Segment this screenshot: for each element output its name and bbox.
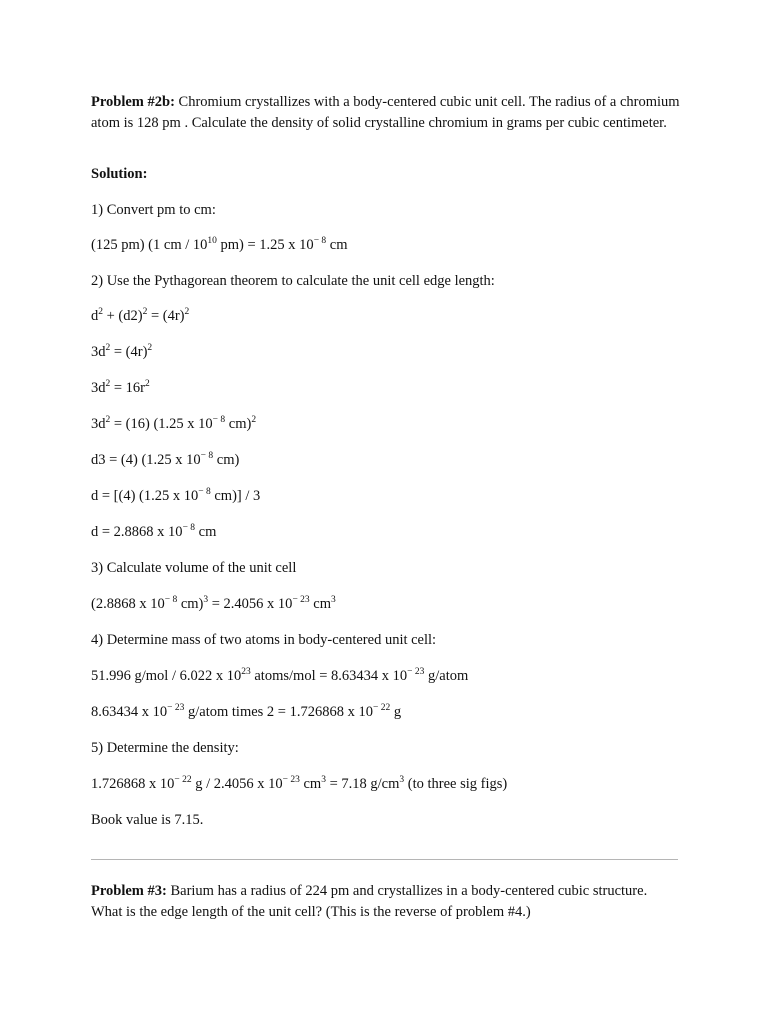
problem-3-label: Problem #3: — [91, 883, 167, 899]
conversion-equation: (125 pm) (1 cm / $10^{10}$ pm) = 1.25 x $10^{- 8}$ cm — [91, 236, 348, 253]
step-1-heading: 1) Convert pm to cm: — [91, 202, 216, 218]
problem-3-paragraph — [91, 881, 681, 923]
section-divider — [91, 859, 678, 860]
problem-2b-label: Problem #2b: — [91, 94, 175, 110]
book-value: Book value is 7.15. — [91, 812, 204, 828]
mass-per-atom-equation: 51.996 g/mol / 6.022 x $10^{23}$ atoms/mol = 8.63434 x $10^{- 23}$ g/atom — [91, 667, 469, 684]
solution-heading: Solution: — [91, 166, 148, 182]
density-equation: 1.726868 x $10^{- 22}$ g / 2.4056 x $10^{- 23}$ $cm^3 = 7.18$ $g/cm^3$ (to three sig figs) — [91, 775, 508, 792]
problem-3-text: Barium has a radius of 224 pm and crystallizes in a body-centered cubic structure. What is the edge length of the unit cell? (This is the reverse of problem #4.) — [91, 883, 648, 920]
step-4-heading: 4) Determine mass of two atoms in body-centered unit cell: — [91, 632, 437, 648]
step-3-heading: 3) Calculate volume of the unit cell — [91, 560, 297, 576]
equation-d-expression: d = [(4) (1.25 x $10^{- 8}$ cm)] / 3 — [91, 487, 261, 504]
equation-substitution: $3d^2 = (16)$ (1.25 x $10^{- 8}$ cm)$^2$ — [91, 415, 257, 432]
mass-two-atoms-equation: 8.63434 x $10^{- 23}$ g/atom times 2 = 1.726868 x $10^{- 22}$ g — [91, 703, 402, 720]
volume-equation: (2.8868 x $10^{- 8}$ cm)$^3$ = 2.4056 x $10^{- 23}$ $cm^3$ — [91, 595, 336, 612]
equation-d-result: d = 2.8868 x $10^{- 8}$ cm — [91, 523, 217, 540]
problem-2b-paragraph — [91, 92, 681, 134]
equation-3d2-16r2: $3d^2 = 16r^2$ — [91, 379, 150, 396]
problem-2b-text: Chromium crystallizes with a body-centered cubic unit cell. The radius of a chromium atom is 128 pm . Calculate the density of solid crystalline chromium in grams per cubic centimeter. — [91, 94, 680, 131]
step-2-heading: 2) Use the Pythagorean theorem to calculate the unit cell edge length: — [91, 273, 495, 289]
equation-d3: d3 = (4) (1.25 x $10^{- 8}$ cm) — [91, 451, 240, 468]
pythagorean-equation: $d^2 + (d2)^2 = (4r)^2$ — [91, 307, 190, 324]
equation-3d2-4r2: $3d^2 = (4r)^2$ — [91, 343, 153, 360]
step-5-heading: 5) Determine the density: — [91, 740, 239, 756]
